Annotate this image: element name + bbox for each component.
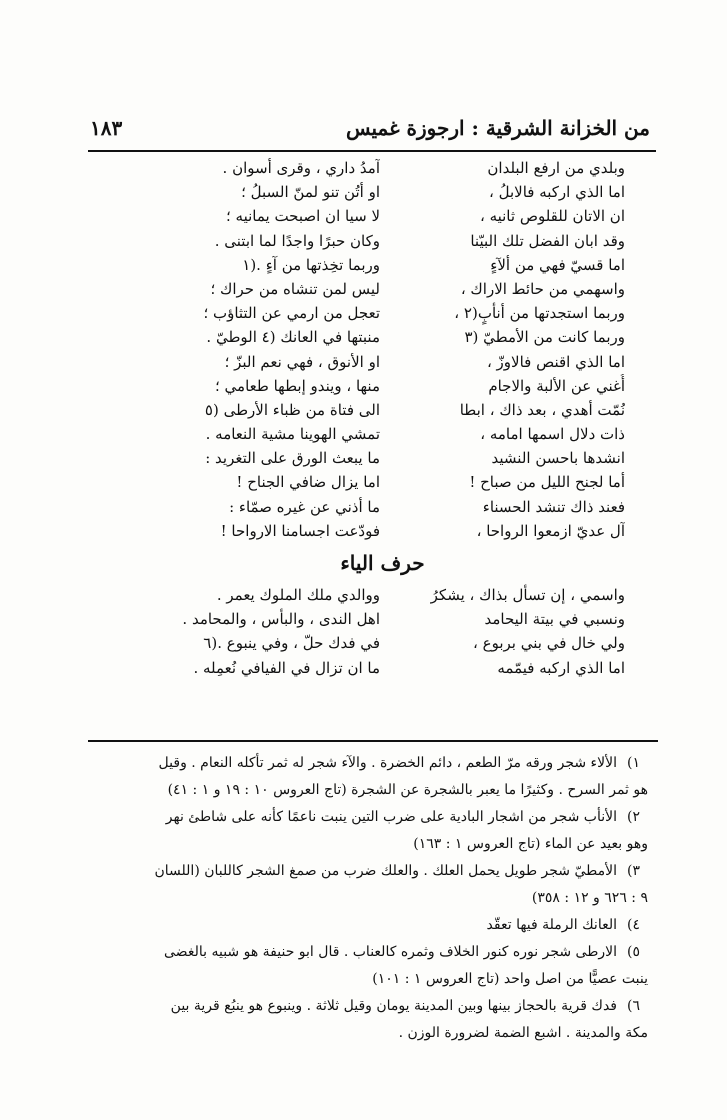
hemistich-second: تمشي الهوينا مشية النعامه . [205, 425, 380, 444]
verse-line [140, 180, 625, 204]
footnote-line [80, 885, 648, 912]
hemistich-first: اما الذي اقنص فالاوزّ ، [486, 352, 625, 371]
hemistich-first: أُغني عن الألبة والاجام [488, 376, 625, 395]
footnote-text: مكة والمدينة . اشبع الضمة لضرورة الوزن . [398, 1025, 648, 1041]
hemistich-second: الى فتاة من ظباء الأرطى (٥ [204, 400, 380, 419]
verse-line [140, 607, 625, 631]
hemistich-first: ولي خال في بني بربوع ، [473, 634, 625, 653]
footnote-marker: ٣) [627, 863, 640, 879]
verse-line [140, 229, 625, 253]
hemistich-first: وربما كانت من الأمطيّ (٣ [464, 328, 625, 347]
footnote-text: ينبت عصيًّا من اصل واحد (تاج العروس ١ : ١٠١) [372, 971, 648, 987]
verse-line [140, 470, 625, 494]
hemistich-first: نُمّت أهدي ، بعد ذاك ، ابطا [459, 400, 625, 419]
hemistich-first: ذات دلال اسمها امامه ، [480, 425, 625, 444]
footnote-line [80, 750, 648, 777]
verse-block [140, 156, 625, 680]
verse-line [140, 446, 625, 470]
verse-line [140, 398, 625, 422]
footnote-line [80, 993, 648, 1020]
hemistich-first: أما لجنح الليل من صباح ! [469, 473, 625, 492]
hemistich-first: وقد ابان الفضل تلك البيّنا [470, 231, 625, 250]
hemistich-first: واسهمي من حائط الاراك ، [460, 279, 625, 298]
hemistich-first: آل عديّ ازمعوا الرواحا ، [476, 521, 625, 540]
footnote-separator [88, 740, 658, 742]
hemistich-first: اما الذي اركبه فيمّمه [497, 658, 625, 677]
footnote-text: الارطى شجر نوره كنور الخلاف وثمره كالعناب . قال ابو حنيفة هو شبيه بالغضى [164, 944, 617, 960]
footnote-marker: ٦) [627, 998, 640, 1014]
hemistich-first: ان الاتان للقلوص ثانيه ، [479, 207, 625, 226]
footnote-text: ٩ : ٦٢٦ و ١٢ : ٣٥٨) [531, 890, 648, 906]
hemistich-second: وكان حبرًا واجدًا لما ابتنى . [214, 231, 380, 250]
verse-line [140, 253, 625, 277]
hemistich-first: انشدها باحسن النشيد [491, 449, 625, 468]
hemistich-second: ما أذني عن غيره صمّاء : [229, 497, 380, 516]
verse-line [140, 495, 625, 519]
footnote-text: الأمطيّ شجر طويل يحمل العلك . والعلك ضرب من صمغ الشجر كاللبان (اللسان [154, 863, 617, 879]
hemistich-second: منها ، ويندو إبطها طعامي ؛ [215, 376, 380, 395]
footnote-text: الأنأب شجر من اشجار البادية على ضرب التين ينبت ناعمًا كأنه على شاطئ نهر [165, 809, 617, 825]
hemistich-first: وربما استجدتها من أنأبٍ(٢ ، [454, 304, 625, 323]
footnote-line [80, 831, 648, 858]
page-header [90, 112, 650, 148]
footnote-text: العانك الرملة فيها تعقّد [486, 917, 617, 933]
verse-line [140, 656, 625, 680]
footnote-marker: ١) [627, 755, 640, 771]
hemistich-second: ووالدي ملك الملوك يعمر . [216, 586, 380, 604]
verse-line [140, 631, 625, 655]
footnotes [80, 750, 648, 1047]
hemistich-second: اما يزال ضافي الجناح ! [236, 473, 380, 492]
footnote-line [80, 777, 648, 804]
verse-line [140, 301, 625, 325]
footnote-line [80, 966, 648, 993]
footnote-text: فدك قرية بالحجاز بينها وبين المدينة يومان وقيل ثلاثة . وينبوع هو ينبُع قرية بين [170, 998, 617, 1014]
hemistich-second: اهل الندى ، والبأس ، والمحامد . [182, 610, 380, 629]
verse-line [140, 204, 625, 228]
footnote-line [80, 1020, 648, 1047]
hemistich-second: فودّعت اجسامنا الارواحا ! [220, 521, 380, 540]
verse-line [140, 350, 625, 374]
footnote-text: الألاء شجر ورقه مرّ الطعم ، دائم الخضرة . والآء شجر له ثمر تأكله النعام . وقيل [158, 755, 617, 771]
hemistich-first: اما قسيّ فهي من ألآءٍ [490, 255, 625, 274]
footnote-marker: ٢) [627, 809, 640, 825]
hemistich-second: او الأنوق ، فهي نعم البزّ ؛ [224, 352, 380, 371]
page-number: ١٨٣ [90, 116, 123, 140]
verse-line [140, 325, 625, 349]
hemistich-second: لا سيا ان اصبحت يمانيه ؛ [225, 207, 380, 226]
verse-line [140, 422, 625, 446]
verse-line [140, 156, 625, 180]
header-rule [88, 150, 656, 152]
footnote-marker: ٥) [627, 944, 640, 960]
hemistich-second: في فدك حلّ ، وفي ينبوع .(٦ [203, 634, 380, 653]
running-title: من الخزانة الشرقية : ارجوزة غميس [345, 116, 650, 140]
hemistich-first: فعند ذاك تنشد الحسناء [482, 497, 625, 516]
footnote-line [80, 912, 648, 939]
footnote-line [80, 804, 648, 831]
hemistich-first: ونسبي في بيتة اليحامد [484, 610, 625, 629]
verse-line [140, 277, 625, 301]
verse-line [140, 374, 625, 398]
footnote-marker: ٤) [627, 917, 640, 933]
hemistich-first: اما الذي اركبه فالابلُ ، [489, 183, 625, 202]
footnote-line [80, 858, 648, 885]
section-heading: حرف الياء [340, 551, 425, 575]
hemistich-second: او أتُن تنو لمنّ السبلُ ؛ [241, 183, 380, 202]
verse-line [140, 583, 625, 607]
hemistich-second: ليس لمن تنشاه من حراك ؛ [210, 279, 380, 298]
hemistich-second: ما يبعث الورق على التغريد : [205, 449, 380, 468]
verse-line [140, 519, 625, 543]
hemistich-second: وربما تخِذتها من آءٍ .(١ [242, 255, 380, 274]
hemistich-first: واسمي ، إن تسأل بذاك ، يشكرُ [430, 586, 625, 604]
hemistich-second: تعجل من ارمي عن التثاؤب ؛ [203, 304, 380, 323]
footnote-text: وهو بعيد عن الماء (تاج العروس ١ : ١٦٣) [413, 836, 648, 852]
hemistich-first: وبلدي من ارفع البلدان [487, 159, 625, 177]
footnote-text: هو ثمر السرح . وكثيرًا ما يعبر بالشجرة عن الشجرة (تاج العروس ١٠ : ١٩ و ١ : ٤١) [167, 782, 648, 798]
footnote-line [80, 939, 648, 966]
hemistich-second: منبتها في العانك (٤ الوطيّ . [206, 328, 380, 347]
hemistich-second: آمدُ داري ، وقرى أسوان . [222, 159, 380, 177]
hemistich-second: ما ان تزال في الفيافي نُعمِله . [193, 658, 380, 677]
